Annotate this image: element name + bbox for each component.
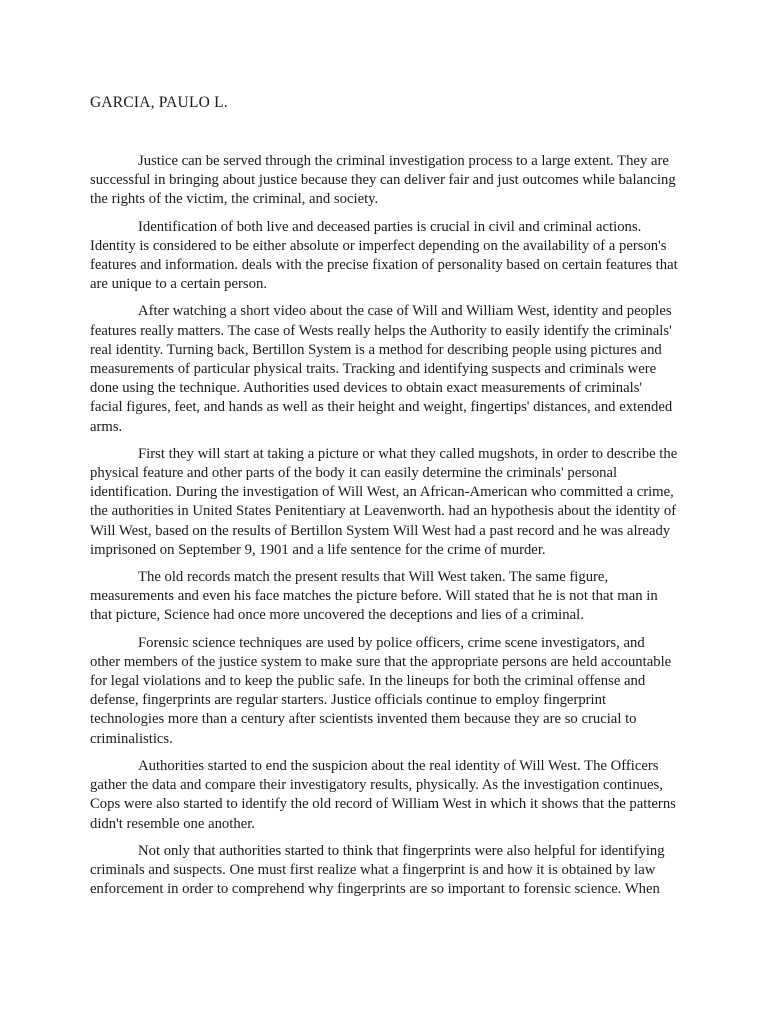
paragraph-5: The old records match the present results that Will West taken. The same figure, measurements and even his face matches the picture before. Will stated that he is not that man in that picture, Science had once more uncovered the deceptions and lies of a criminal.	[90, 569, 658, 624]
paragraph-6: Forensic science techniques are used by police officers, crime scene investigators, and other members of the justice system to make sure that the appropriate persons are held accountable for legal violations and to keep the public safe. In the lineups for both the criminal offense and defense, fingerprints are regular starters. Justice officials continue to employ fingerprint technologies more than a century after scientists invented them because they are so crucial to criminalistics.	[90, 634, 672, 747]
author-name: GARCIA, PAULO L.	[90, 94, 228, 111]
paragraph-2: Identification of both live and deceased parties is crucial in civil and criminal actions. Identity is considered to be either absolute or imperfect depending on the availability of a person's features and information. deals with the precise fixation of personality based on certain features that are unique to a certain person.	[90, 218, 678, 293]
paragraph-4: First they will start at taking a picture or what they called mugshots, in order to describe the physical feature and other parts of the body it can easily determine the criminals' personal identification. During the investigation of Will West, an African-American who committed a crime, the authorities in United States Penitentiary at Leavenworth. had an hypothesis about the identity of Will West, based on the results of Bertillon System Will West had a past record and he was already imprisoned on September 9, 1901 and a life sentence for the crime of murder.	[90, 445, 678, 558]
paragraph-1: Justice can be served through the criminal investigation process to a large extent. They are successful in bringing about justice because they can deliver fair and just outcomes while balancing the rights of the victim, the criminal, and society.	[90, 153, 676, 208]
paragraph-7: Authorities started to end the suspicion about the real identity of Will West. The Officers gather the data and compare their investigatory results, physically. As the investigation continues, Cops were also started to identify the old record of William West in which it shows that the patterns didn't resemble one another.	[90, 757, 676, 832]
paragraph-3: After watching a short video about the case of Will and William West, identity and peoples features really matters. The case of Wests really helps the Authority to easily identify the criminals' real identity. Turning back, Bertillon System is a method for describing people using pictures and measurements of particular physical traits. Tracking and identifying suspects and criminals were done using the technique. Authorities used devices to obtain exact measurements of criminals' facial figures, feet, and hands as well as their height and weight, fingertips' distances, and extended arms.	[90, 303, 673, 435]
paragraph-8: Not only that authorities started to think that fingerprints were also helpful for identifying criminals and suspects. One must first realize what a fingerprint is and how it is obtained by law enforcement in order to comprehend why fingerprints are so important to forensic science. When	[90, 842, 665, 898]
essay-body	[90, 152, 678, 907]
